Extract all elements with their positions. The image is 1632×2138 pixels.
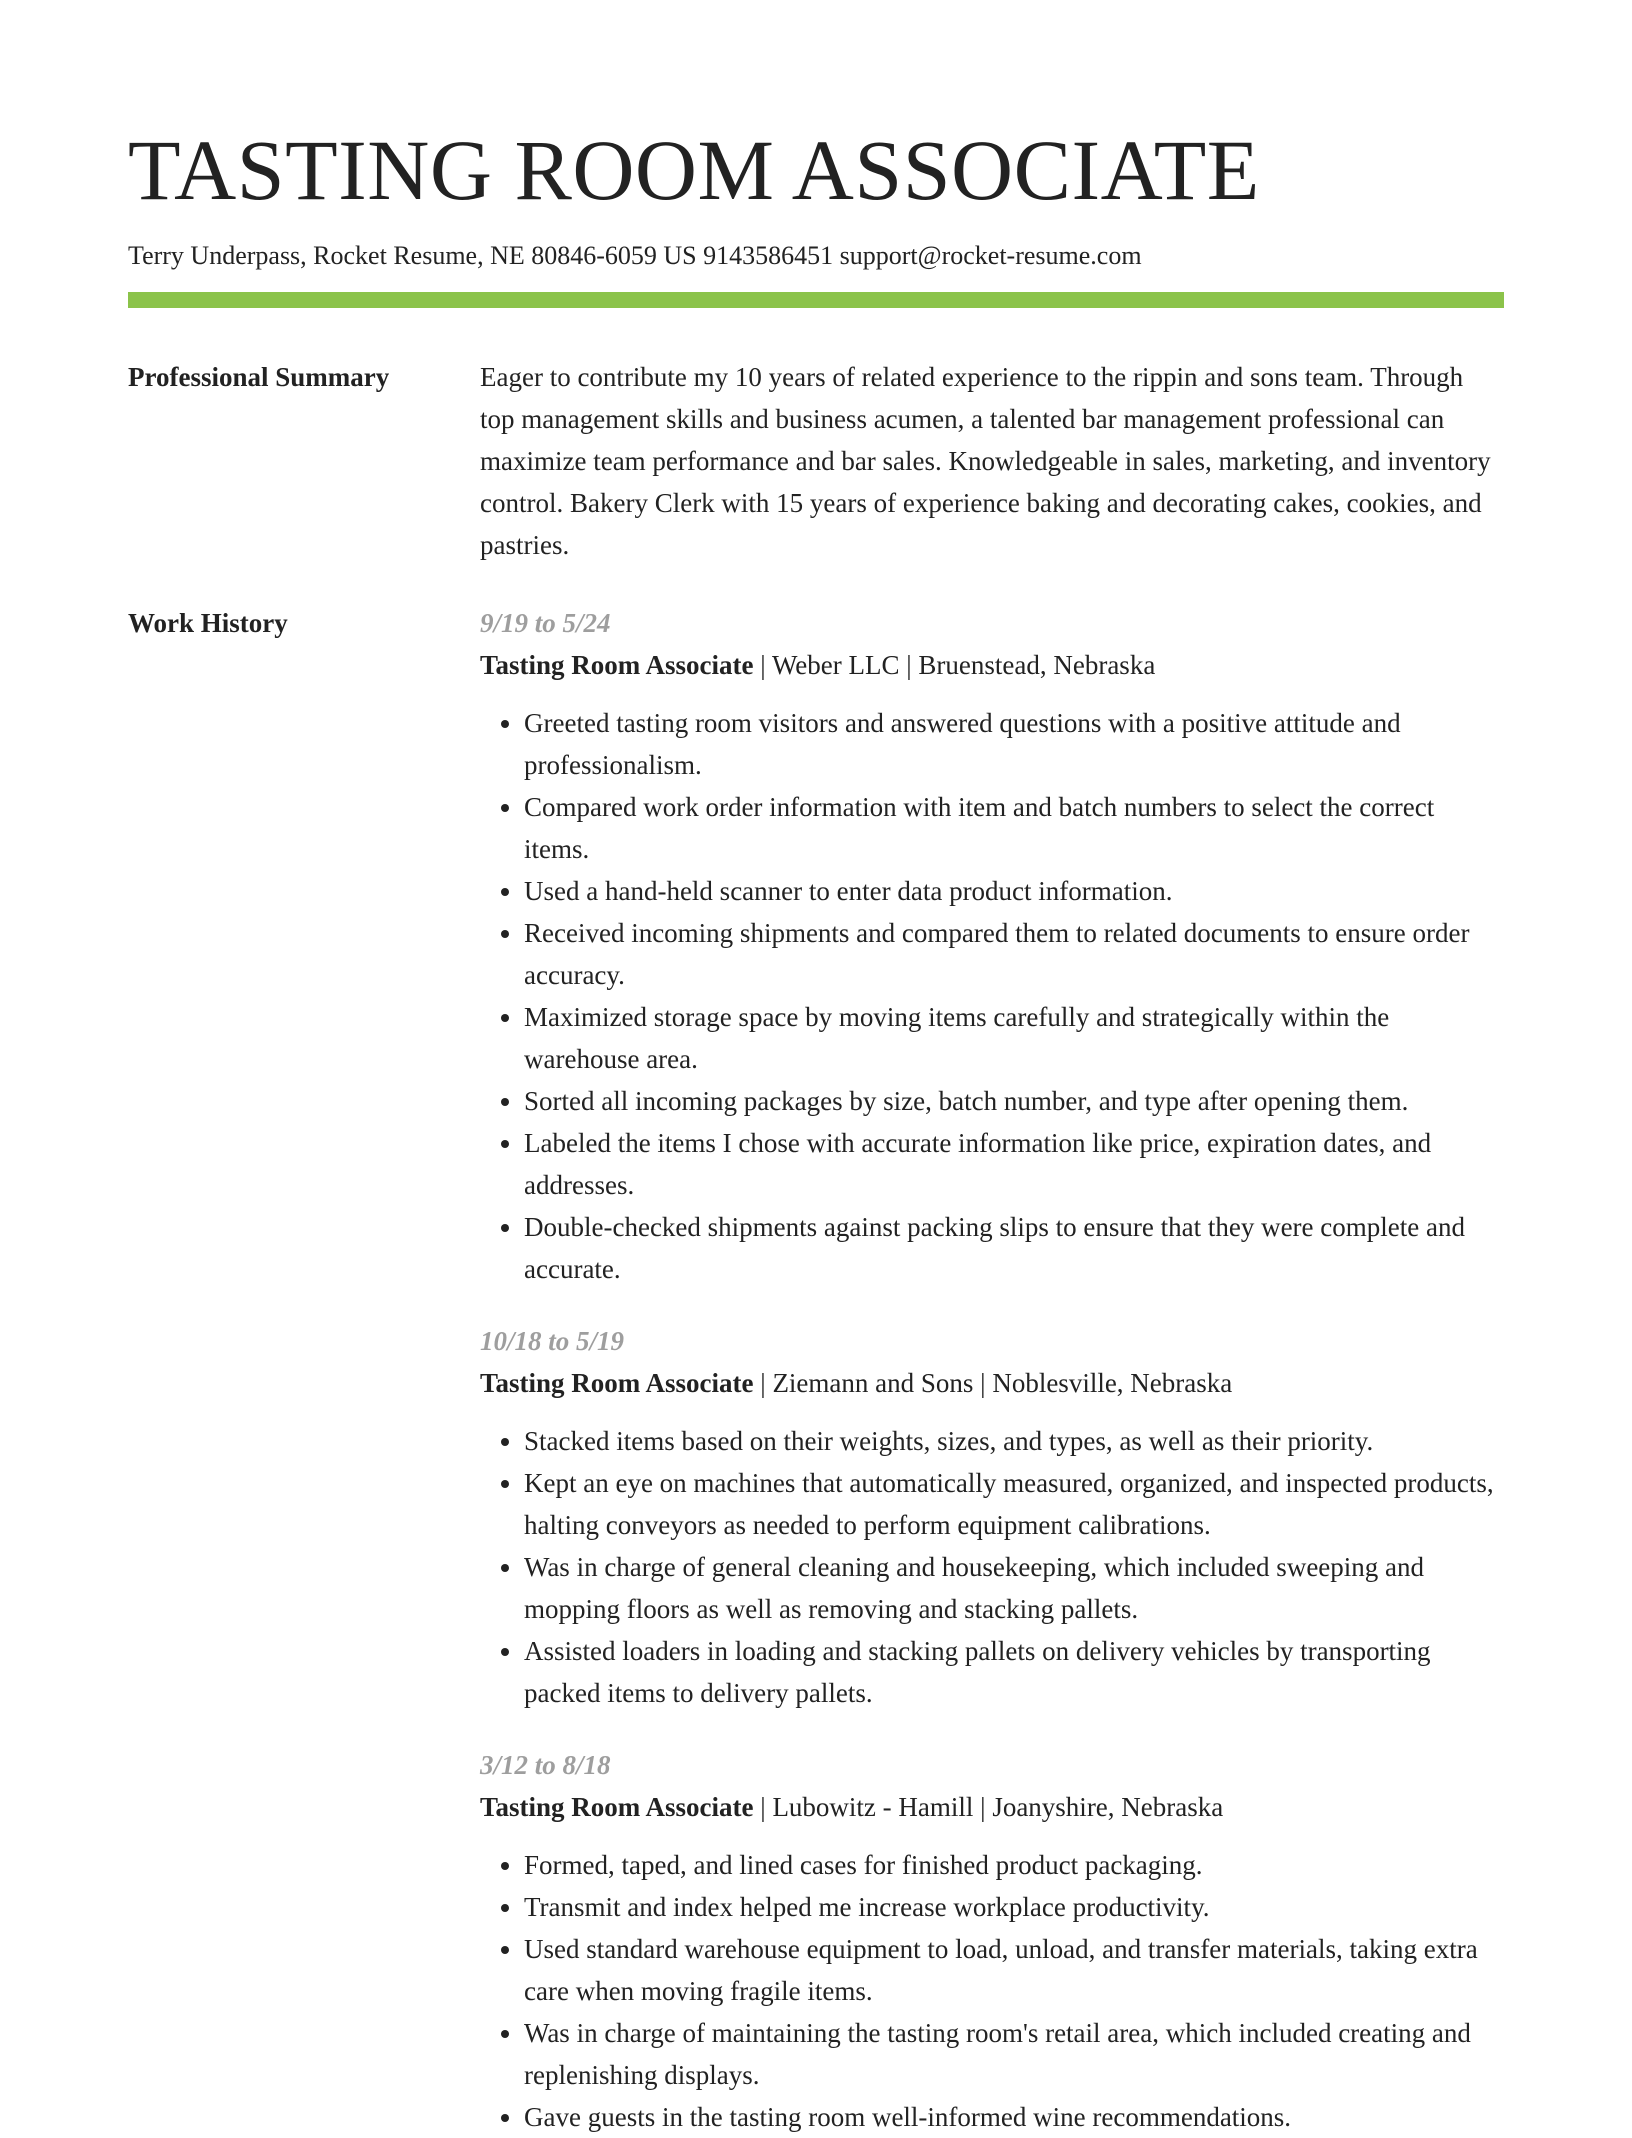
separator: | <box>753 1792 773 1822</box>
contact-line: Terry Underpass, Rocket Resume, NE 80846-6059 US 9143586451 support@rocket-resume.com <box>128 241 1142 270</box>
separator: | <box>753 1368 773 1398</box>
separator: | <box>899 650 919 680</box>
job-location: Bruenstead, Nebraska <box>918 650 1156 680</box>
list-item: • Greeted tasting room visitors and answered questions with a positive attitude and professionalism. <box>524 702 1504 786</box>
work-history-heading: Work History <box>128 608 288 638</box>
job-dates: 3/12 to 8/18 <box>480 1750 611 1780</box>
job-title: Tasting Room Associate <box>480 650 754 680</box>
work-history-list <box>480 602 1504 2138</box>
job-entry <box>480 602 1504 1290</box>
job-heading-line <box>480 1362 1504 1404</box>
separator: | <box>973 1368 993 1398</box>
job-entry <box>480 1744 1504 2138</box>
list-item: • Used a hand-held scanner to enter data product information. <box>524 870 1504 912</box>
job-duties-list <box>480 702 1504 1290</box>
list-item: • Compared work order information with item and batch numbers to select the correct items. <box>524 786 1504 870</box>
list-item: • Maximized storage space by moving items carefully and strategically within the warehouse area. <box>524 996 1504 1080</box>
accent-divider <box>128 292 1504 308</box>
list-item: • Received incoming shipments and compared them to related documents to ensure order accuracy. <box>524 912 1504 996</box>
list-item: • Gave guests in the tasting room well-informed wine recommendations. <box>524 2096 1504 2138</box>
list-item: • Kept an eye on machines that automatically measured, organized, and inspected products, halting conveyors as needed to perform equipment calibrations. <box>524 1462 1504 1546</box>
summary-heading: Professional Summary <box>128 362 390 392</box>
job-location: Noblesville, Nebraska <box>992 1368 1233 1398</box>
summary-text: Eager to contribute my 10 years of related experience to the rippin and sons team. Through top management skills and business acumen, a talented bar management professional can maximize team performance and bar sales. Knowledgeable in sales, marketing, and inventory control. Bakery Clerk with 15 years of experience baking and decorating cakes, cookies, and pastries. <box>480 362 1491 560</box>
list-item: • Assisted loaders in loading and stacking pallets on delivery vehicles by transporting packed items to delivery pallets. <box>524 1630 1504 1714</box>
list-item: • Transmit and index helped me increase workplace productivity. <box>524 1886 1504 1928</box>
job-title: Tasting Room Associate <box>480 1792 754 1822</box>
list-item: • Double-checked shipments against packing slips to ensure that they were complete and accurate. <box>524 1206 1504 1290</box>
job-company: Lubowitz - Hamill <box>772 1792 974 1822</box>
job-company: Ziemann and Sons <box>772 1368 974 1398</box>
job-entry <box>480 1320 1504 1714</box>
job-duties-list <box>480 1420 1504 1714</box>
job-duties-list <box>480 1844 1504 2138</box>
list-item: • Formed, taped, and lined cases for finished product packaging. <box>524 1844 1504 1886</box>
list-item: • Stacked items based on their weights, sizes, and types, as well as their priority. <box>524 1420 1504 1462</box>
summary-body <box>480 356 1504 566</box>
summary-section <box>128 356 1504 566</box>
list-item: • Was in charge of general cleaning and housekeeping, which included sweeping and mopping floors as well as removing and stacking pallets. <box>524 1546 1504 1630</box>
job-title: Tasting Room Associate <box>480 1368 754 1398</box>
work-history-section <box>128 602 1504 2138</box>
job-location: Joanyshire, Nebraska <box>992 1792 1224 1822</box>
job-dates: 10/18 to 5/19 <box>480 1326 625 1356</box>
job-heading-line <box>480 1786 1504 1828</box>
list-item: • Labeled the items I chose with accurate information like price, expiration dates, and addresses. <box>524 1122 1504 1206</box>
list-item: • Sorted all incoming packages by size, batch number, and type after opening them. <box>524 1080 1504 1122</box>
separator: | <box>753 650 772 680</box>
list-item: • Used standard warehouse equipment to load, unload, and transfer materials, taking extra care when moving fragile items. <box>524 1928 1504 2012</box>
job-heading-line <box>480 644 1504 686</box>
resume-page <box>128 0 1504 2138</box>
separator: | <box>973 1792 993 1822</box>
job-company: Weber LLC <box>771 650 900 680</box>
resume-title: TASTING ROOM ASSOCIATE <box>128 122 1260 218</box>
job-dates: 9/19 to 5/24 <box>480 608 611 638</box>
list-item: • Was in charge of maintaining the tasting room's retail area, which included creating and replenishing displays. <box>524 2012 1504 2096</box>
